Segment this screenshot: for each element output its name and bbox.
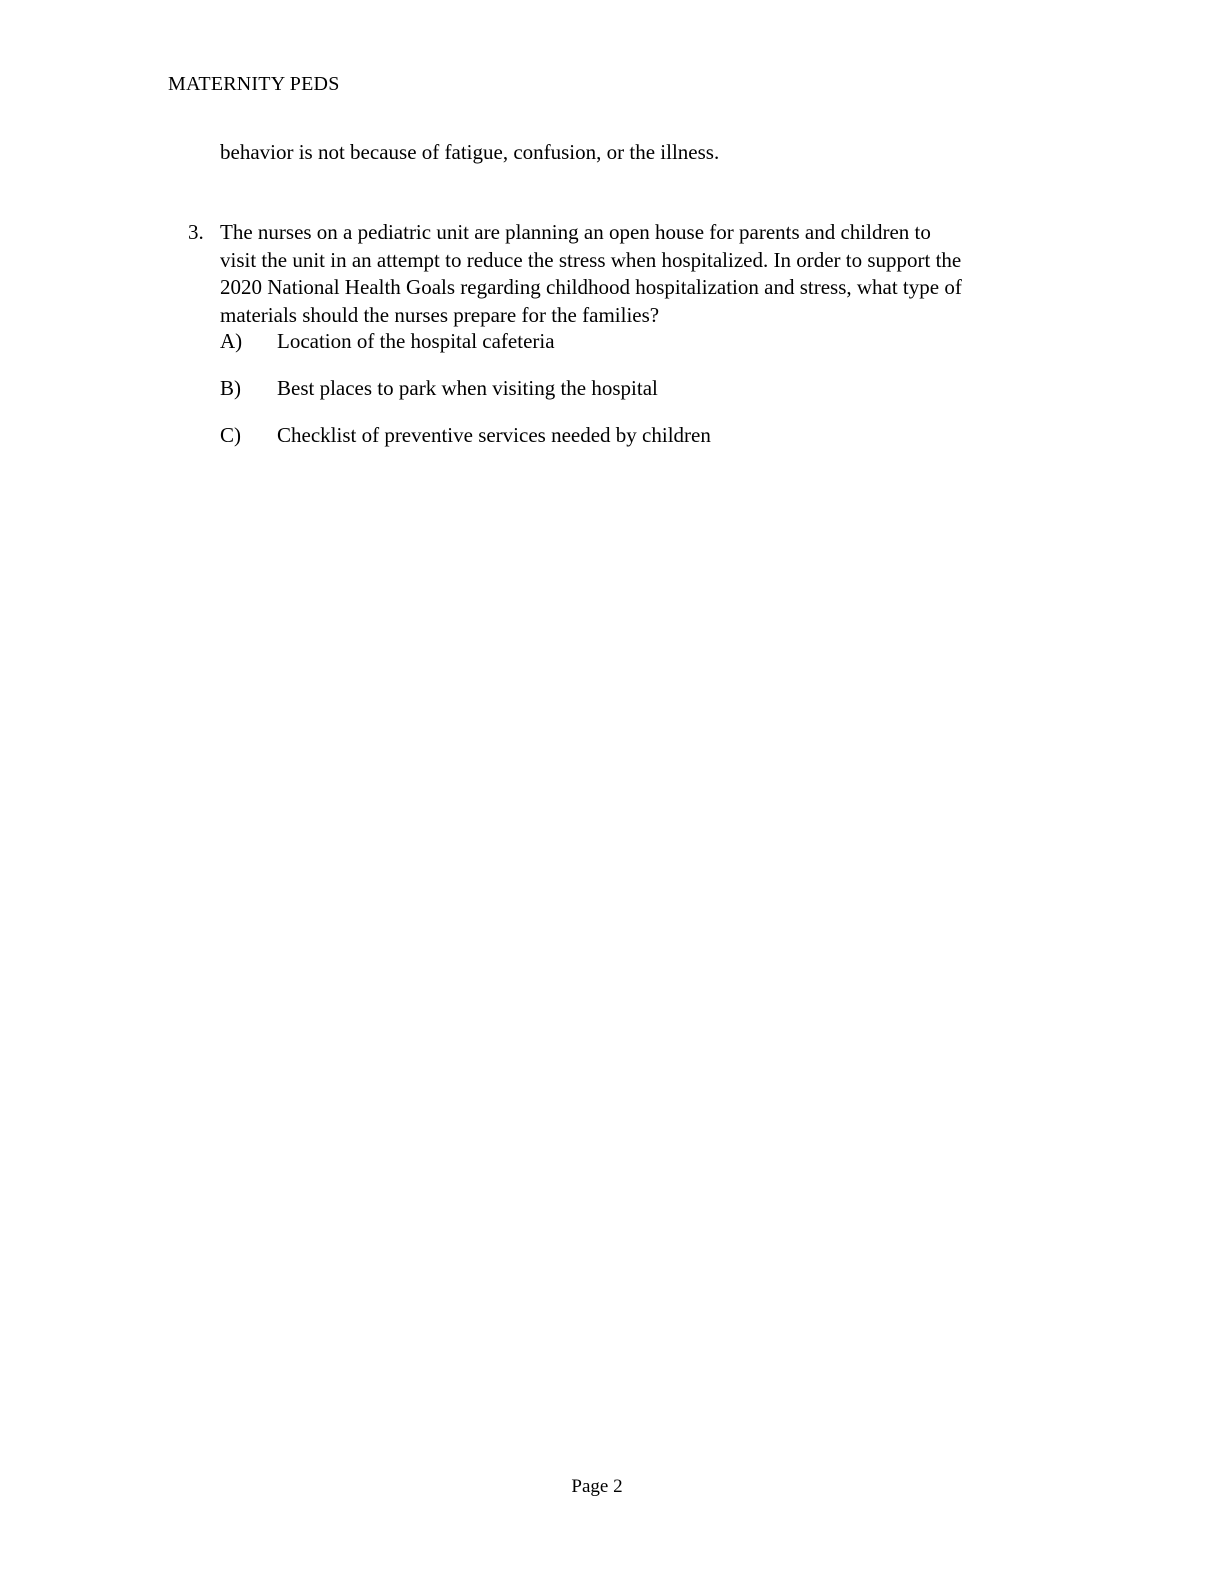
question-number: 3. xyxy=(188,220,204,244)
option-text: Best places to park when visiting the hospital xyxy=(277,376,658,400)
question-stem xyxy=(220,219,1070,329)
option-text: Checklist of preventive services needed by children xyxy=(277,423,711,447)
option-letter: B) xyxy=(220,376,241,400)
question-stem-line: materials should the nurses prepare for the families? xyxy=(220,302,660,327)
question-3 xyxy=(188,219,1068,329)
option-letter: C) xyxy=(220,423,241,447)
question-stem-line: visit the unit in an attempt to reduce the stress when hospitalized. In order to support the xyxy=(220,247,962,272)
continued-text: behavior is not because of fatigue, confusion, or the illness. xyxy=(220,140,720,164)
option-letter: A) xyxy=(220,329,243,353)
option-text: Location of the hospital cafeteria xyxy=(277,329,555,353)
page-number: Page 2 xyxy=(571,1476,623,1497)
question-stem-line: 2020 National Health Goals regarding childhood hospitalization and stress, what type of xyxy=(220,275,962,299)
question-stem-line: The nurses on a pediatric unit are planning an open house for parents and children to xyxy=(220,220,931,244)
running-header: MATERNITY PEDS xyxy=(168,73,340,95)
